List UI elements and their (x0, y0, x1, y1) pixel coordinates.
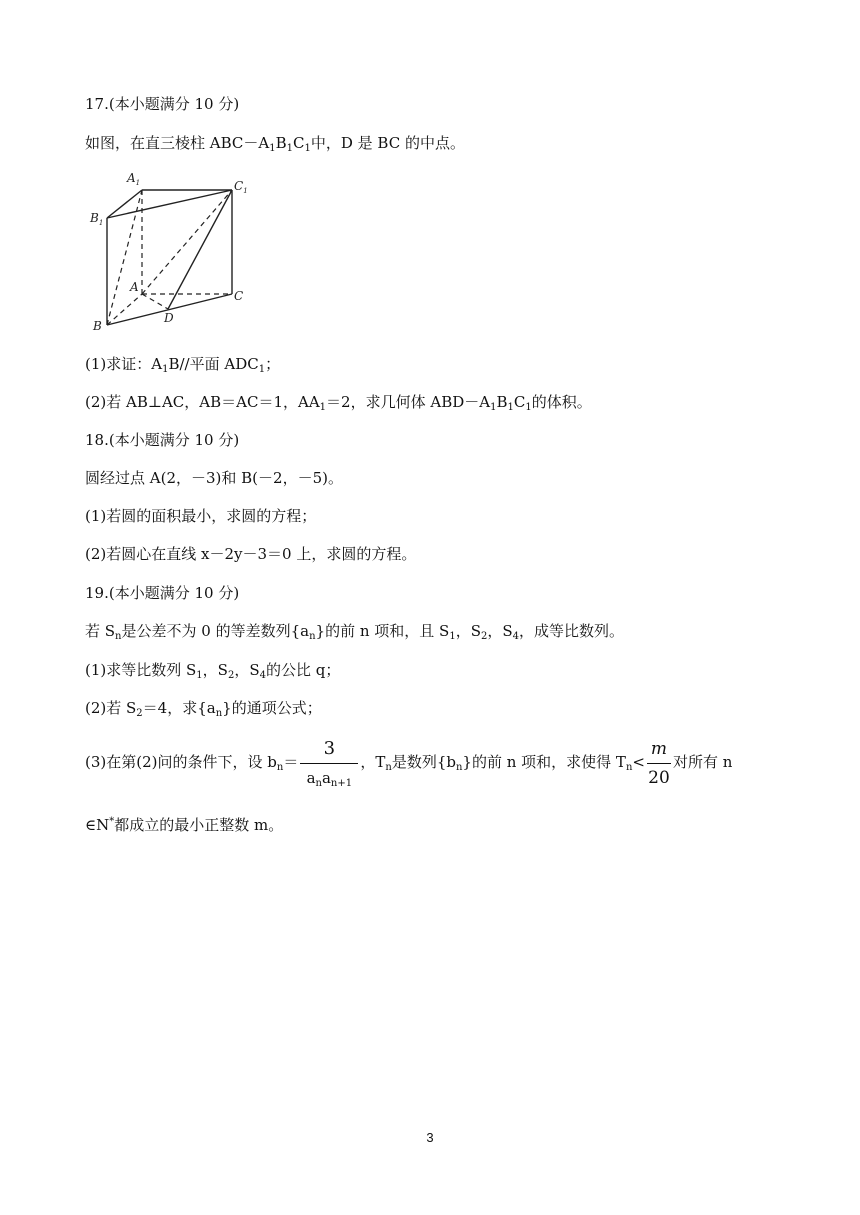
edge-a-d (142, 294, 168, 309)
q17-header: 17.(本小题满分 10 分) (85, 95, 240, 113)
q17-stem: 如图，在直三棱柱 $ABC-A_1B_1C_1$中，D 是 BC 的中点。 (85, 134, 465, 154)
label-c1: $C_1$ (234, 179, 248, 195)
q17-part1: (1)求证：$A_1B//$平面 $ADC_1$； (85, 355, 281, 375)
prism-figure (85, 168, 255, 338)
label-a1: $A_1$ (127, 171, 141, 187)
q17-part2: (2)若 AB⊥AC，AB＝AC＝1，$AA_1=2$，求几何体 $ABD-A_1B_1C_1$的体积。 (85, 393, 592, 413)
label-d: D (164, 311, 174, 325)
q18-part1: (1)若圆的面积最小，求圆的方程； (85, 507, 317, 525)
q19-part3-cont: ∈N*都成立的最小正整数 m。 (85, 816, 284, 834)
edge-b1-c1 (107, 190, 232, 218)
q18-part2: (2)若圆心在直线 x－2y－3＝0 上，求圆的方程。 (85, 545, 417, 563)
fraction-3-over-an-an1: $\frac{3}{a_na_{n+1}}$ (300, 739, 358, 788)
edge-c1-d (168, 190, 232, 309)
edge-a-c1 (142, 190, 232, 294)
q19-part1: (1)求等比数列 $S_1$，$S_2$，$S_4$的公比 q； (85, 661, 341, 681)
q18-stem: 圆经过点 A(2，－3)和 B(－2，－5)。 (85, 469, 343, 487)
label-c: C (234, 289, 244, 303)
edge-b-a1 (107, 190, 142, 325)
q18-header: 18.(本小题满分 10 分) (85, 431, 240, 449)
q19-header: 19.(本小题满分 10 分) (85, 584, 240, 602)
page-number: 3 (426, 1130, 434, 1145)
q19-stem: 若 $S_n$是公差不为 0 的等差数列$\{a_n\}$的前 n 项和，且 $S_1$，$S_2$，$S_4$，成等比数列。 (85, 622, 625, 642)
q19-part3: (3)在第(2)问的条件下，设 $b_n=$ $\frac{3}{a_na_{n+1}}$ ，$T_n$是数列$\{b_n\}$的前 n 项和，求使得 $T_n<$ $\frac{m}{20}$ 对所有 n (85, 737, 733, 789)
label-a: A (130, 280, 139, 294)
label-b1: $B_1$ (90, 211, 104, 227)
fraction-m-over-20: $\frac{m}{20}$ (648, 738, 670, 788)
q19-part2: (2)若 $S_2=4$，求$\{a_n\}$的通项公式； (85, 699, 322, 719)
label-b: B (93, 319, 102, 333)
